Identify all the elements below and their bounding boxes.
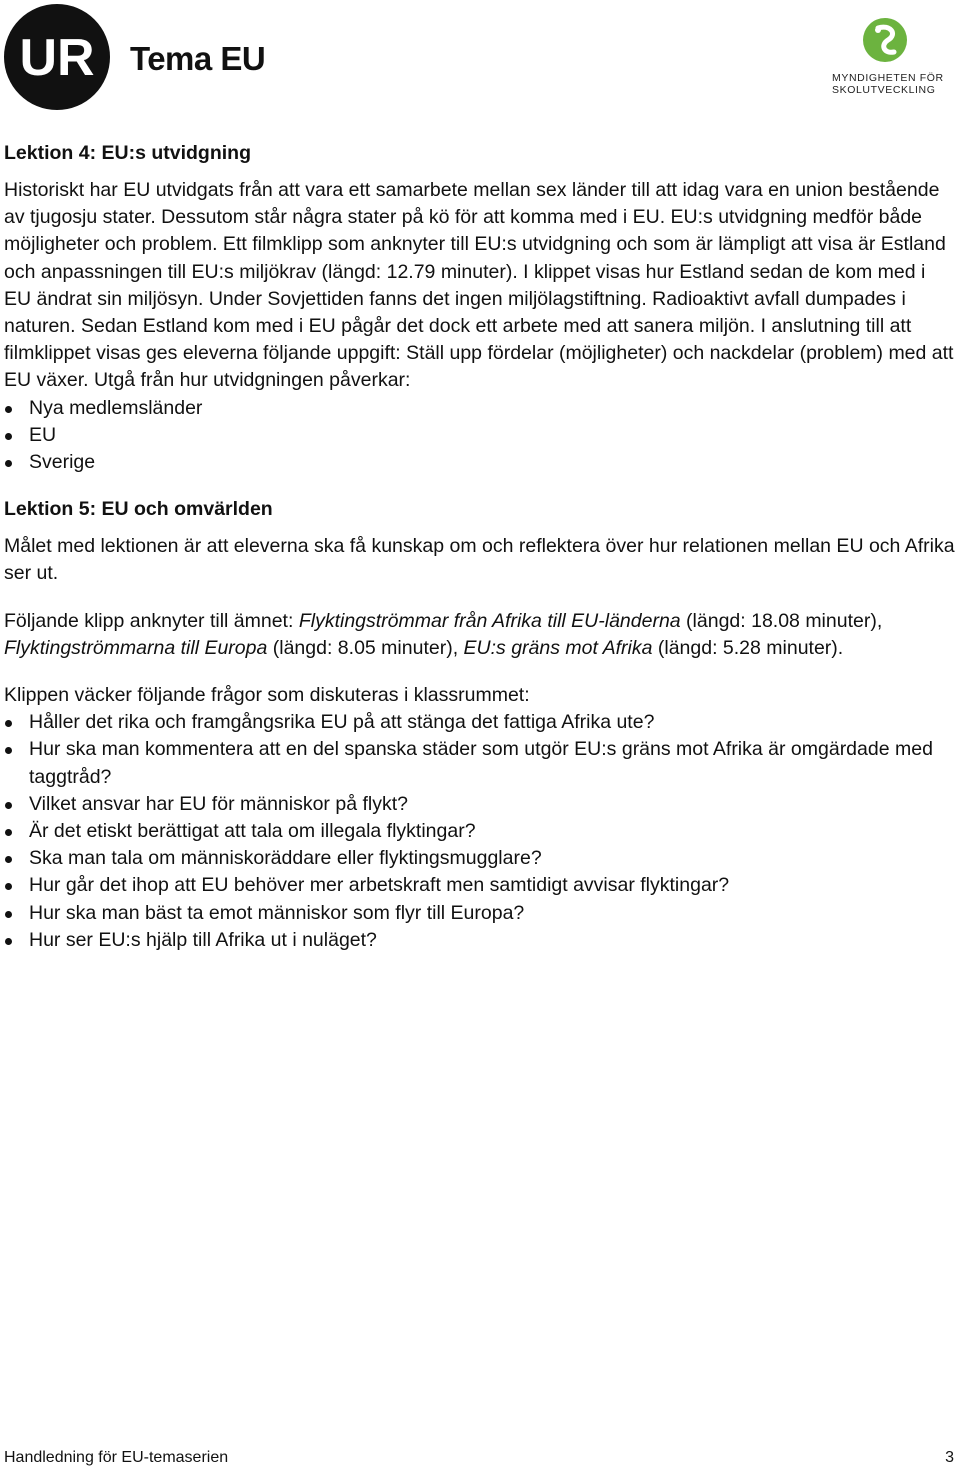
agency-logo-line: SKOLUTVECKLING [832,84,936,96]
clips-lead: Följande klipp anknyter till ämnet: [4,609,299,632]
clip-title: Flyktingströmmar från Afrika till EU-länderna [298,609,681,632]
clip-length: (längd: 18.08 minuter), [680,609,883,632]
list-item: Nya medlemsländer [4,395,956,422]
list-item: Hur ska man kommentera att en del spanska städer som utgör EU:s gräns mot Afrika är omgärdade med taggtråd? [4,736,956,790]
page-header [0,0,960,120]
list-item: EU [4,422,956,449]
lesson5-question-list [4,709,956,954]
questions-lead: Klippen väcker följande frågor som diskuteras i klassrummet: [4,684,530,707]
page-number: 3 [945,1449,954,1466]
lesson5-heading: Lektion 5: EU och omvärlden [4,498,273,521]
agency-logo-text [832,72,944,96]
lesson4-paragraph: Historiskt har EU utvidgats från att vara ett samarbete mellan sex länder till att idag vara en union bestående av tjugosju stater. Dessutom står några stater på kö för att komma med i EU. EU:s utvidgning medför både möjligheter och problem. Ett filmklipp som anknyter till EU:s utvidgning och som är lämpligt att visa är Estland och anpassningen till EU:s miljökrav (längd: 12.79 minuter). I klippet visas hur Estland sedan de kom med i EU ändrat sin miljösyn. Under Sovjettiden fanns det ingen miljölagstiftning. Radioaktivt avfall dumpades i naturen. Sedan Estland kom med i EU pågår det dock ett arbete med att sanera miljön. I anslutning till att filmklippet visas ges eleverna följande uppgift: Ställ upp fördelar (möjligheter) och nackdelar (problem) med att EU växer. Utgå från hur utvidgningen påverkar: [4,179,954,392]
clip-length: (längd: 8.05 minuter), [267,636,464,659]
clip-title: Flyktingströmmarna till Europa [4,636,268,659]
document-body [4,140,956,954]
lesson5-intro: Målet med lektionen är att eleverna ska få kunskap om och reflektera över hur relationen mellan EU och Afrika ser ut. [4,535,955,585]
lesson4-bullet-list [4,395,956,477]
clip-title: EU:s gräns mot Afrika [463,636,653,659]
list-item: Hur ska man bäst ta emot människor som flyr till Europa? [4,900,956,927]
list-item: Vilket ansvar har EU för människor på flykt? [4,791,956,818]
agency-logo-line: MYNDIGHETEN FÖR [832,72,944,84]
page-title: Tema EU [130,40,266,77]
lesson4-heading: Lektion 4: EU:s utvidgning [4,142,251,164]
list-item: Hur går det ihop att EU behöver mer arbetskraft men samtidigt avvisar flyktingar? [4,872,956,899]
footer-title: Handledning för EU-temaserien [4,1449,229,1466]
list-item: Hur ser EU:s hjälp till Afrika ut i nuläget? [4,927,956,954]
list-item: Sverige [4,449,956,476]
ur-logo-text: UR [19,29,95,87]
ur-logo [4,4,110,110]
list-item: Ska man tala om människoräddare eller flyktingsmugglare? [4,845,956,872]
clip-length: (längd: 5.28 minuter). [652,636,844,659]
list-item: Håller det rika och framgångsrika EU på att stänga det fattiga Afrika ute? [4,709,956,736]
list-item: Är det etiskt berättigat att tala om illegala flyktingar? [4,818,956,845]
lesson5-clips [4,608,956,662]
